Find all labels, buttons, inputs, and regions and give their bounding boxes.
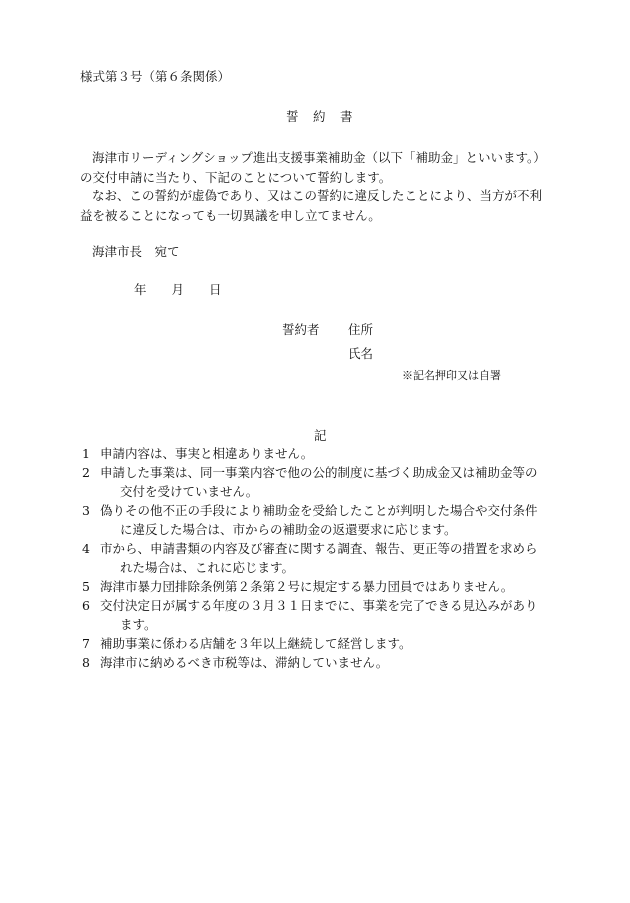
item-number: 3 [82, 503, 90, 518]
list-item [80, 634, 546, 653]
item-number: 5 [82, 579, 90, 594]
document-title: 誓 約 書 [286, 109, 354, 124]
item-text: 海津市暴力団排除条例第２条第２号に規定する暴力団員ではありません。 [100, 579, 514, 594]
name-label: 氏名 [348, 346, 374, 361]
list-item [80, 501, 546, 539]
item-number: 4 [82, 541, 90, 556]
item-text: 偽りその他不正の手段により補助金を受給したことが判明した場合や交付条件に違反した場合は、市からの補助金の返還要求に応じます。 [100, 503, 538, 537]
disclaimer-paragraph: なお、この誓約が虚偽であり、又はこの誓約に違反したことにより、当方が不利益を被ることになっても一切異議を申し立てません。 [80, 188, 543, 223]
item-text: 申請した事業は、同一事業内容で他の公的制度に基づく助成金又は補助金等の交付を受けていません。 [100, 465, 538, 499]
list-item [80, 577, 546, 596]
list-item [80, 444, 546, 463]
date-line: 年 月 日 [134, 282, 222, 297]
intro-paragraph: 海津市リーディングショップ進出支援事業補助金（以下「補助金」といいます。）の交付申請に当たり、下記のことについて誓約します。 [80, 150, 546, 185]
item-number: 6 [82, 598, 90, 613]
list-item [80, 596, 546, 634]
list-item [80, 653, 546, 672]
addressee: 海津市長 宛て [92, 244, 180, 259]
item-text: 海津市に納めるべき市税等は、滞納していません。 [100, 655, 389, 670]
address-label: 住所 [348, 322, 374, 337]
item-text: 補助事業に係わる店舗を３年以上継続して経営します。 [100, 636, 412, 651]
item-text: 市から、申請書類の内容及び審査に関する調査、報告、更正等の措置を求められた場合は、これに応じます。 [100, 541, 538, 575]
list-item [80, 539, 546, 577]
signature-note: ※記名押印又は自署 [402, 369, 501, 382]
list-item [80, 463, 546, 501]
ki-heading: 記 [314, 428, 327, 443]
item-text: 申請内容は、事実と相違ありません。 [100, 446, 314, 461]
form-number: 様式第３号（第６条関係） [80, 69, 231, 84]
item-text: 交付決定日が属する年度の３月３１日までに、事業を完了できる見込みがあります。 [100, 598, 538, 632]
pledge-items-list [80, 444, 546, 672]
item-number: 7 [82, 636, 90, 651]
item-number: 2 [82, 465, 90, 480]
pledger-label: 誓約者 [282, 322, 320, 337]
item-number: 8 [82, 655, 90, 670]
item-number: 1 [82, 446, 90, 461]
